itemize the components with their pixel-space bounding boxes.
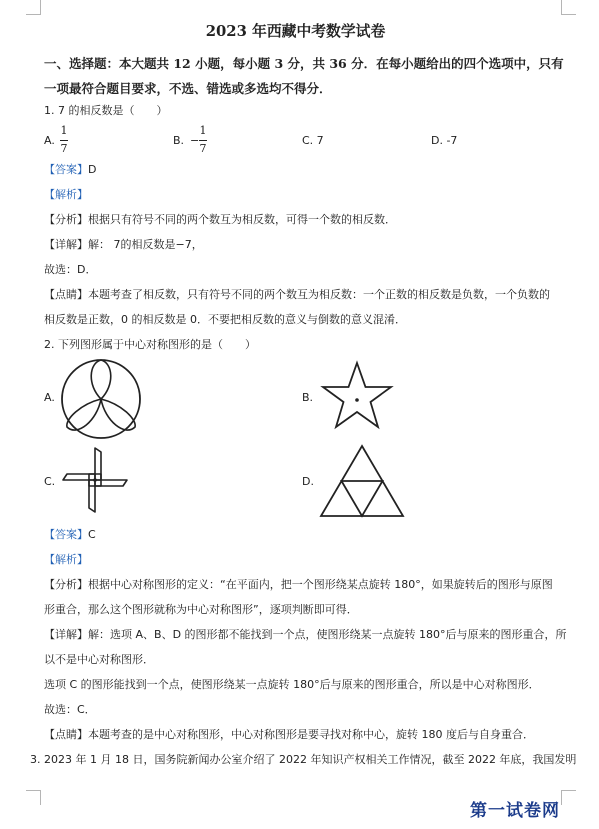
fenxi-text: 根据中心对称图形的定义：“在平面内，把一个图形绕某点旋转 180°，如果旋转后的图形与原图	[88, 578, 553, 591]
answer-tag: 【答案】	[44, 163, 88, 176]
q2-analysis-tag: 【解析】	[44, 553, 88, 566]
q2-option-b-label: B.	[302, 391, 314, 404]
q2-fenxi	[44, 578, 553, 592]
crop-mark-top-right	[561, 0, 576, 15]
q2-option-d-label: D.	[302, 475, 314, 488]
q2-xiangjie-line2: 以不是中心对称图形．	[44, 653, 154, 666]
q1-dianjing	[44, 288, 550, 302]
dianjing-tag: 【点睛】	[44, 728, 88, 741]
crop-mark-top-left	[26, 0, 41, 15]
q2-fenxi-line2: 形重合，那么这个图形就称为中心对称图形”，逐项判断即可得．	[44, 603, 358, 616]
page-title: 2023 年西藏中考数学试卷	[205, 22, 386, 40]
q2-dianjing	[44, 728, 534, 742]
q1-option-a-denominator: 7	[60, 142, 68, 155]
fenxi-tag: 【分析】	[44, 213, 88, 226]
section-heading-line1: 一、选择题：本大题共 12 小题，每小题 3 分，共 36 分．在每小题给出的四个选项中，只有	[44, 56, 564, 71]
q1-xiangjie	[44, 238, 203, 252]
q1-option-a-numerator: 1	[60, 124, 68, 137]
q1-option-a-label: A.	[44, 134, 55, 147]
xiangjie-tag: 【详解】	[44, 628, 88, 641]
answer-value: D	[88, 163, 97, 176]
three-petal-circle-figure-icon	[59, 357, 143, 441]
q1-stem: 1. 7 的相反数是（ ）	[44, 104, 168, 117]
triangle-of-triangles-figure-icon	[318, 443, 406, 519]
dianjing-tag: 【点睛】	[44, 288, 88, 301]
q1-guxuan: 故选：D．	[44, 263, 97, 276]
q1-option-b-label: B.	[173, 134, 185, 147]
q1-option-c: C. 7	[302, 134, 324, 147]
q2-guxuan: 故选：C．	[44, 703, 96, 716]
answer-tag: 【答案】	[44, 528, 88, 541]
q2-xiangjie-line3: 选项 C 的图形能找到一个点，使图形绕某一点旋转 180°后与原来的图形重合，所以是中心对称图形．	[44, 678, 540, 691]
watermark-logo: 第一试卷网	[470, 801, 560, 821]
q2-stem: 2. 下列图形属于中心对称图形的是（ ）	[44, 338, 256, 351]
q3-stem: 3. 2023 年 1 月 18 日，国务院新闻办公室介绍了 2022 年知识产权相关工作情况，截至 2022 年底，我国发明	[30, 753, 577, 766]
q1-option-a-fraction-bar	[60, 140, 68, 141]
dianjing-text: 本题考查的是中心对称图形，中心对称图形是要寻找对称中心，旋转 180 度后与自身重合．	[88, 728, 534, 741]
q1-option-b-numerator: 1	[199, 124, 207, 137]
pinwheel-figure-icon	[58, 444, 132, 516]
q1-option-b-sign: −	[190, 134, 200, 147]
xiangjie-tag: 【详解】	[44, 238, 88, 251]
dianjing-text: 本题考查了相反数，只有符号不同的两个数互为相反数：一个正数的相反数是负数，一个负数的	[88, 288, 550, 301]
q2-option-c-label: C.	[44, 475, 56, 488]
answer-value: C	[88, 528, 96, 541]
q1-answer	[44, 163, 96, 177]
xiangjie-text: 解：选项 A、B、D 的图形都不能找到一个点，使图形绕某一点旋转 180°后与原来的图形重合，所	[88, 628, 567, 641]
q2-xiangjie	[44, 628, 567, 642]
section-heading-line2: 一项最符合题目要求，不选、错选或多选均不得分．	[44, 81, 332, 96]
q1-fenxi	[44, 213, 396, 227]
pentagram-figure-icon	[319, 360, 395, 432]
fenxi-tag: 【分析】	[44, 578, 88, 591]
q1-analysis-tag: 【解析】	[44, 188, 88, 201]
crop-mark-bottom-right	[561, 790, 576, 805]
fenxi-text: 根据只有符号不同的两个数互为相反数，可得一个数的相反数．	[88, 213, 396, 226]
q2-option-a-label: A.	[44, 391, 55, 404]
q1-dianjing-line2: 相反数是正数，0 的相反数是 0．不要把相反数的意义与倒数的意义混淆．	[44, 313, 406, 326]
q2-answer	[44, 528, 96, 542]
xiangjie-text: 解： 7的相反数是−7，	[88, 238, 203, 251]
crop-mark-bottom-left	[26, 790, 41, 805]
q1-option-b-fraction-bar	[199, 140, 207, 141]
q1-option-d: D. -7	[431, 134, 458, 147]
q1-option-b-denominator: 7	[199, 142, 207, 155]
